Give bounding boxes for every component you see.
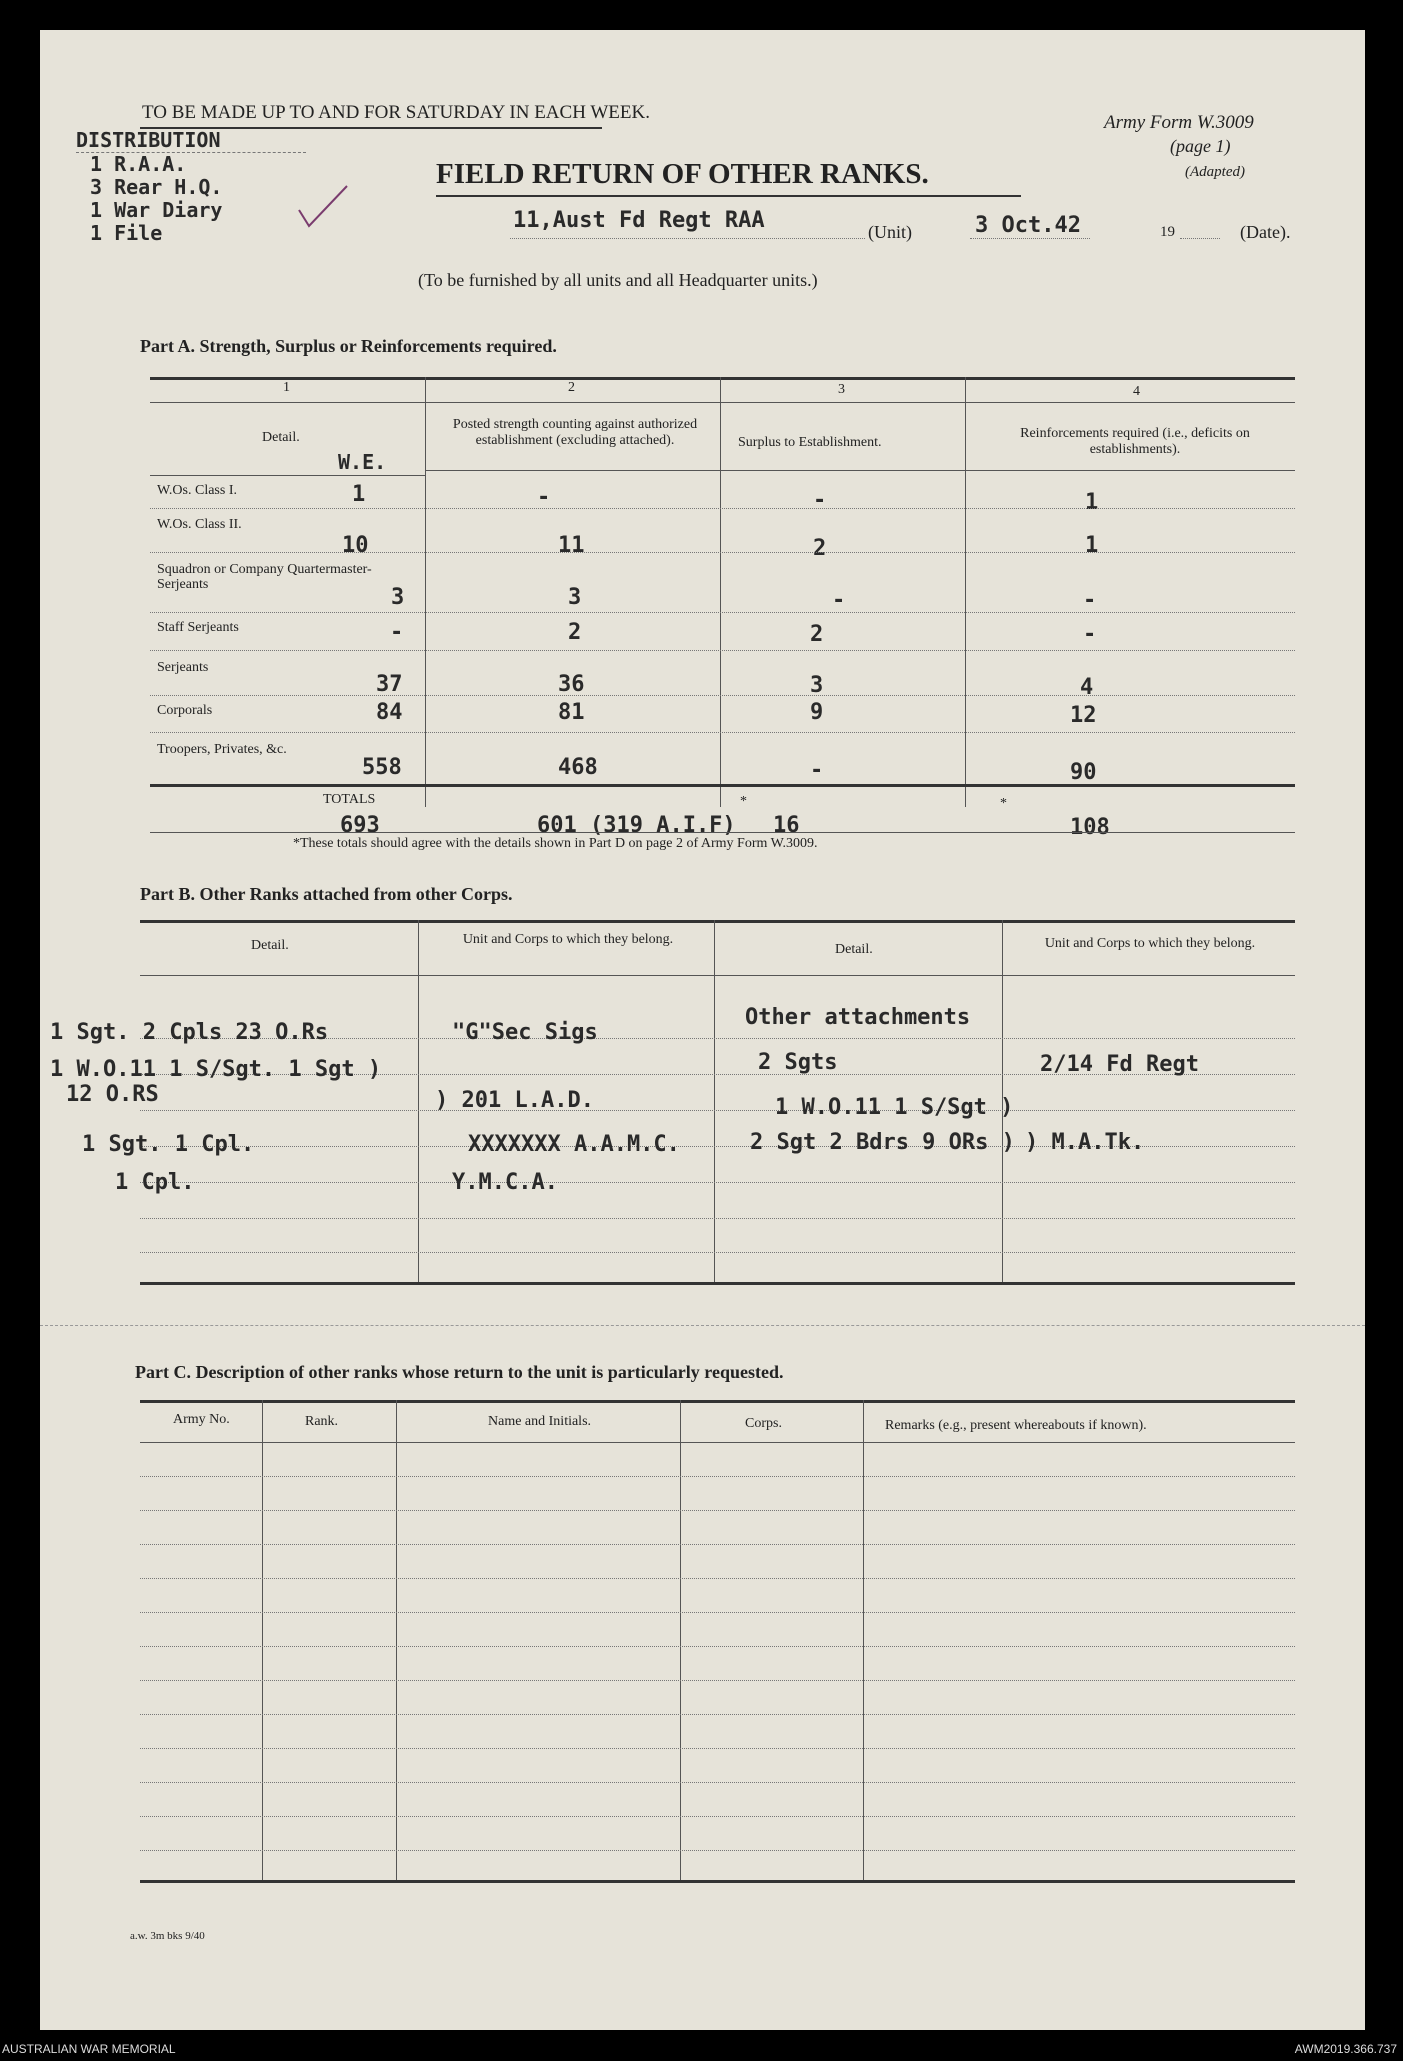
distribution-line: 1 War Diary [90, 198, 223, 222]
reinforcements-value: - [1083, 588, 1097, 613]
part-c-header: Rank. [305, 1414, 339, 1429]
totals-star: * [1000, 796, 1007, 811]
surplus-value: - [832, 588, 846, 613]
form-number: Army Form W.3009 [1104, 112, 1254, 133]
instruction-text: TO BE MADE UP TO AND FOR SATURDAY IN EACH WEEK. [142, 102, 650, 123]
attachment-unit: XXXXXXX A.A.M.C. [468, 1132, 680, 1157]
attachment-unit: Y.M.C.A. [452, 1170, 558, 1195]
part-b-top-rule [140, 920, 1295, 923]
year-dotted-line [1180, 238, 1220, 239]
surplus-value: 3 [810, 673, 824, 698]
attachment-unit: 2/14 Fd Regt [1040, 1052, 1199, 1077]
part-c-title: Part C. Description of other ranks whose return to the unit is particularly requested. [135, 1362, 784, 1382]
we-value: 10 [342, 533, 369, 558]
part-b-header: Detail. [251, 938, 289, 953]
surplus-value: 9 [810, 700, 824, 725]
part-c-header: Name and Initials. [488, 1414, 592, 1429]
part-b-row-rule [140, 1110, 1295, 1111]
part-c-header: Remarks (e.g., present whereabouts if known). [885, 1418, 1147, 1433]
part-c-top-rule [140, 1400, 1295, 1403]
part-c-row-rule [140, 1510, 1295, 1511]
posted-value: - [537, 485, 551, 510]
attachment-detail: 2 Sgts [758, 1050, 838, 1075]
document-page [40, 30, 1365, 2030]
part-a-col-divider [720, 377, 721, 807]
row-label: Staff Serjeants [157, 620, 239, 635]
col-number-2: 2 [568, 380, 575, 395]
part-a-title: Part A. Strength, Surplus or Reinforcements required. [140, 336, 557, 356]
attachment-detail: 2 Sgt 2 Bdrs 9 ORs ) [750, 1130, 1015, 1155]
part-b-row-rule [140, 1218, 1295, 1219]
footer-right: AWM2019.366.737 [1294, 2042, 1397, 2056]
part-b-row-rule [140, 1182, 1295, 1183]
part-a-number-rule [150, 402, 1295, 403]
reinforcements-value: 1 [1085, 490, 1099, 515]
row-label: W.Os. Class I. [157, 483, 237, 498]
posted-value: 3 [568, 585, 582, 610]
row-label: Squadron or Company Quartermaster-Serjeants [157, 562, 372, 593]
unit-value: 11,Aust Fd Regt RAA [513, 208, 765, 233]
part-c-col-divider [396, 1400, 397, 1880]
distribution-line: 3 Rear H.Q. [90, 175, 223, 199]
we-value: 1 [352, 482, 366, 507]
reinforcements-value: 90 [1070, 760, 1097, 785]
part-a-header-rule [425, 470, 1295, 471]
totals-surplus: 16 [773, 813, 800, 838]
totals-bottom-rule [150, 832, 1295, 833]
part-b-header-rule [140, 975, 1295, 976]
part-c-row-rule [140, 1714, 1295, 1715]
unit-dotted-line [510, 238, 865, 239]
col-number-4: 4 [1133, 384, 1140, 399]
distribution-title: DISTRIBUTION [76, 128, 221, 152]
row-rule [150, 508, 1295, 509]
row-rule [150, 552, 1295, 553]
posted-value: 81 [558, 700, 585, 725]
footer-left: AUSTRALIAN WAR MEMORIAL [2, 2042, 176, 2056]
part-b-bottom-rule [140, 1282, 1295, 1285]
form-adapted: (Adapted) [1185, 164, 1245, 180]
col-number-3: 3 [838, 382, 845, 397]
posted-value: 468 [558, 755, 598, 780]
totals-reinforcements: 108 [1070, 815, 1110, 840]
part-b-header: Detail. [835, 942, 873, 957]
part-c-header-rule [140, 1442, 1295, 1443]
title-underline [436, 195, 1021, 197]
totals-posted: 601 (319 A.I.F) [537, 813, 736, 838]
reinforcements-value: 1 [1085, 533, 1099, 558]
part-c-row-rule [140, 1782, 1295, 1783]
part-a-col-divider [425, 377, 426, 807]
attachment-detail: 1 W.O.11 1 S/Sgt ) [775, 1095, 1014, 1120]
col-header-reinforcements: Reinforcements required (i.e., deficits on establishments). [1020, 426, 1250, 458]
attachment-detail: 1 Sgt. 1 Cpl. [82, 1132, 255, 1157]
totals-star: * [740, 794, 747, 809]
reinforcements-value: 12 [1070, 703, 1097, 728]
date-year: 19 [1160, 224, 1175, 240]
surplus-value: - [810, 758, 824, 783]
part-a-footnote: *These totals should agree with the details shown in Part D on page 2 of Army Form W.3009. [293, 836, 818, 851]
other-attachments-heading: Other attachments [745, 1005, 971, 1030]
attachment-unit: "G"Sec Sigs [452, 1020, 598, 1045]
part-c-row-rule [140, 1578, 1295, 1579]
fold-line [40, 1325, 1365, 1326]
attachment-detail: 1 W.O.11 1 S/Sgt. 1 Sgt ) [50, 1057, 382, 1082]
col-number-1: 1 [283, 380, 290, 395]
col-header-surplus: Surplus to Establishment. [738, 435, 882, 450]
distribution-line: 1 File [90, 221, 163, 245]
part-c-header: Army No. [173, 1412, 230, 1427]
col-header-posted: Posted strength counting against authorized establishment (excluding attached). [452, 417, 698, 449]
we-value: 37 [376, 672, 403, 697]
part-a-col-divider [965, 377, 966, 807]
posted-value: 36 [558, 672, 585, 697]
totals-rule [150, 784, 1295, 787]
attachment-detail: 12 O.RS [66, 1082, 159, 1107]
col-header-detail: Detail. [262, 430, 300, 445]
we-value: 558 [362, 755, 402, 780]
part-c-row-rule [140, 1544, 1295, 1545]
part-c-row-rule [140, 1850, 1295, 1851]
form-subtitle: (To be furnished by all units and all Headquarter units.) [418, 270, 818, 290]
reinforcements-value: 4 [1080, 675, 1094, 700]
row-rule [150, 650, 1295, 651]
row-label: Troopers, Privates, &c. [157, 742, 287, 757]
part-c-col-divider [262, 1400, 263, 1880]
archive-footer [0, 2036, 1403, 2061]
checkmark-icon [295, 180, 355, 240]
date-value: 3 Oct.42 [975, 213, 1081, 238]
we-value: - [390, 620, 404, 645]
part-c-row-rule [140, 1816, 1295, 1817]
surplus-value: 2 [813, 536, 827, 561]
part-c-header: Corps. [745, 1416, 782, 1431]
posted-value: 2 [568, 620, 582, 645]
we-value: 3 [391, 585, 405, 610]
part-c-row-rule [140, 1646, 1295, 1647]
part-c-row-rule [140, 1476, 1295, 1477]
row-label: W.Os. Class II. [157, 517, 242, 532]
part-c-col-divider [680, 1400, 681, 1880]
attachment-detail: 1 Sgt. 2 Cpls 23 O.Rs [50, 1020, 329, 1045]
unit-label: (Unit) [868, 222, 912, 242]
posted-value: 11 [558, 533, 585, 558]
we-value: 84 [376, 700, 403, 725]
date-label: (Date). [1240, 222, 1291, 242]
form-title: FIELD RETURN OF OTHER RANKS. [436, 158, 929, 190]
row-rule [150, 612, 1295, 613]
part-c-col-divider [863, 1400, 864, 1880]
row-rule [150, 732, 1295, 733]
surplus-value: 2 [810, 622, 824, 647]
part-b-header: Unit and Corps to which they belong. [462, 932, 674, 947]
totals-we: 693 [340, 813, 380, 838]
part-c-row-rule [140, 1748, 1295, 1749]
part-c-row-rule [140, 1680, 1295, 1681]
attachment-unit: ) 201 L.A.D. [435, 1088, 594, 1113]
row-rule [150, 695, 1295, 696]
attachment-detail: 1 Cpl. [115, 1170, 195, 1195]
date-dotted-line [970, 238, 1090, 239]
part-c-row-rule [140, 1612, 1295, 1613]
we-label: W.E. [338, 450, 387, 474]
surplus-value: - [813, 488, 827, 513]
part-c-bottom-rule [140, 1880, 1295, 1883]
part-b-header: Unit and Corps to which they belong. [1044, 936, 1256, 951]
part-a-header-rule [150, 475, 425, 476]
row-label: Serjeants [157, 660, 209, 675]
row-label: Corporals [157, 703, 213, 718]
part-b-row-rule [140, 1252, 1295, 1253]
distribution-line: 1 R.A.A. [90, 152, 187, 176]
attachment-unit: ) M.A.Tk. [1025, 1130, 1145, 1155]
reinforcements-value: - [1083, 622, 1097, 647]
part-a-top-rule [150, 377, 1295, 380]
form-page: (page 1) [1170, 136, 1231, 156]
print-code: a.w. 3m bks 9/40 [130, 1930, 205, 1942]
totals-label: TOTALS [323, 792, 376, 807]
part-b-title: Part B. Other Ranks attached from other Corps. [140, 884, 513, 904]
